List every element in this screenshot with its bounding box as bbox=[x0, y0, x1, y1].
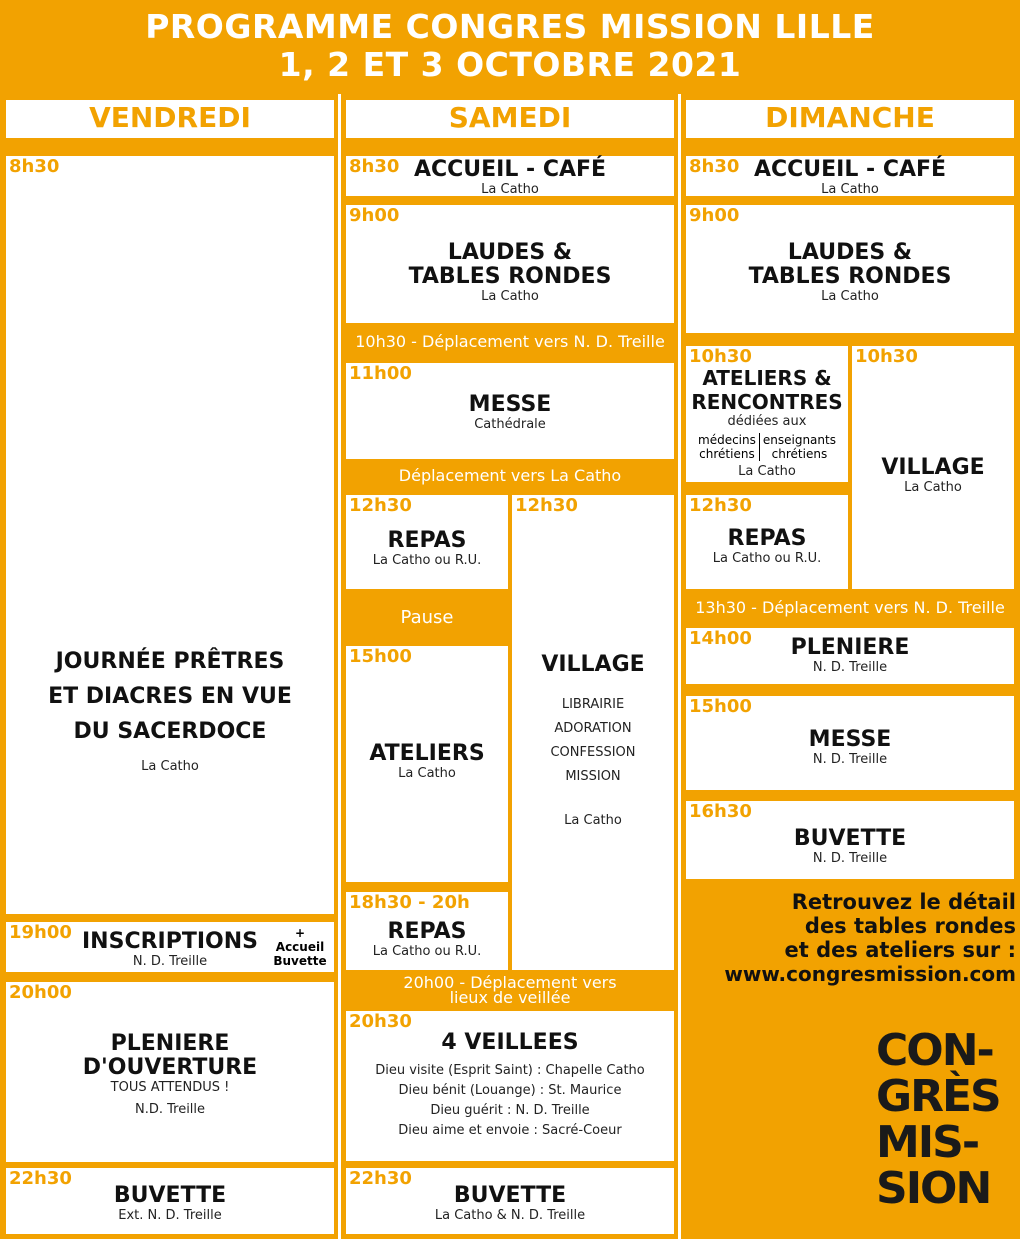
info-line: et des ateliers sur : bbox=[784, 938, 1016, 962]
details-info bbox=[686, 890, 1016, 986]
sunday-transfer-band: 13h30 - Déplacement vers N. D. Treille bbox=[695, 598, 1005, 617]
band-line: lieux de veillée bbox=[449, 988, 571, 1007]
block-title: ACCUEIL - CAFÉ bbox=[413, 157, 607, 182]
logo-line: CON- bbox=[876, 1025, 993, 1076]
village-item: ADORATION bbox=[554, 721, 632, 736]
extra-line: + bbox=[294, 926, 306, 940]
block-location: N. D. Treille bbox=[132, 954, 208, 969]
registration-extra bbox=[270, 926, 330, 968]
block-location: La Catho bbox=[564, 813, 622, 828]
block-title: REPAS bbox=[387, 528, 467, 553]
block-subtitle: dédiées aux bbox=[727, 414, 807, 429]
info-line: des tables rondes bbox=[804, 914, 1016, 938]
audience-line: chrétiens bbox=[771, 447, 828, 461]
time-label: 12h30 bbox=[349, 495, 412, 516]
saturday-transfer-band: Déplacement vers La Catho bbox=[398, 466, 622, 485]
block-location: N.D. Treille bbox=[134, 1102, 206, 1117]
block-title: ACCUEIL - CAFÉ bbox=[753, 157, 947, 182]
audience-line: chrétiens bbox=[699, 447, 755, 461]
column-divider bbox=[678, 94, 681, 1239]
block-content bbox=[346, 1031, 674, 1141]
block-location: La Catho ou R.U. bbox=[372, 553, 482, 568]
time-label: 20h00 bbox=[9, 982, 72, 1003]
vigil-item: Dieu bénit (Louange) : St. Maurice bbox=[398, 1083, 622, 1098]
audience-left bbox=[695, 433, 760, 461]
sunday-mass-block bbox=[686, 696, 1014, 790]
column-divider bbox=[338, 94, 341, 1239]
block-location: La Catho bbox=[481, 182, 539, 197]
block-content bbox=[852, 456, 1014, 496]
block-content bbox=[686, 527, 848, 567]
block-content bbox=[6, 644, 334, 775]
block-location: La Catho bbox=[738, 464, 796, 479]
time-label: 15h00 bbox=[689, 696, 752, 717]
sunday-buvette-block bbox=[686, 801, 1014, 879]
friday-registration-block bbox=[6, 922, 334, 972]
sunday-lunch-block bbox=[686, 495, 848, 589]
logo-line: MIS- bbox=[876, 1117, 979, 1168]
block-location: Cathédrale bbox=[474, 417, 546, 432]
saturday-welcome-block bbox=[346, 156, 674, 196]
block-location: N. D. Treille bbox=[812, 660, 888, 675]
block-content bbox=[346, 920, 508, 960]
block-content bbox=[80, 930, 260, 970]
logo-line: GRÈS bbox=[876, 1071, 1000, 1122]
block-content bbox=[686, 636, 1014, 676]
block-title: VILLAGE bbox=[881, 455, 985, 480]
logo-line: SION bbox=[876, 1163, 991, 1214]
time-label: 10h30 bbox=[689, 346, 752, 367]
block-location: La Catho bbox=[904, 480, 962, 495]
vigil-item: Dieu visite (Esprit Saint) : Chapelle Catho bbox=[375, 1063, 645, 1078]
sunday-welcome-block bbox=[686, 156, 1014, 196]
time-label: 8h30 bbox=[349, 156, 400, 177]
block-content bbox=[6, 1032, 334, 1118]
time-label: 11h00 bbox=[349, 363, 412, 384]
block-location: La Catho bbox=[141, 759, 199, 774]
saturday-mass-block bbox=[346, 363, 674, 459]
title-line-2: 1, 2 ET 3 OCTOBRE 2021 bbox=[278, 45, 742, 84]
congres-mission-logo bbox=[876, 1025, 1016, 1214]
time-label: 8h30 bbox=[9, 156, 60, 177]
sunday-plenary-block bbox=[686, 628, 1014, 684]
block-content bbox=[346, 158, 674, 198]
time-label: 14h00 bbox=[689, 628, 752, 649]
block-title: REPAS bbox=[727, 526, 807, 551]
block-title-line: TABLES RONDES bbox=[748, 264, 952, 289]
block-location: N. D. Treille bbox=[812, 752, 888, 767]
block-title-line: PLENIERE bbox=[110, 1031, 230, 1056]
time-label: 12h30 bbox=[689, 495, 752, 516]
time-label: 9h00 bbox=[349, 205, 400, 226]
block-content bbox=[686, 728, 1014, 768]
block-title: BUVETTE bbox=[113, 1183, 227, 1208]
audience-split bbox=[686, 433, 848, 461]
saturday-laudes-block bbox=[346, 205, 674, 323]
sunday-workshops-meetings-block bbox=[686, 346, 848, 482]
block-title: ATELIERS bbox=[369, 741, 485, 766]
block-content bbox=[6, 1184, 334, 1224]
saturday-dinner-block bbox=[346, 892, 508, 970]
time-label: 19h00 bbox=[9, 922, 72, 943]
block-content bbox=[346, 241, 674, 305]
sunday-village-block bbox=[852, 346, 1014, 589]
audience-right bbox=[760, 433, 839, 461]
block-location: La Catho & N. D. Treille bbox=[434, 1208, 586, 1223]
vigil-item: Dieu guérit : N. D. Treille bbox=[430, 1103, 590, 1118]
village-item: MISSION bbox=[565, 769, 621, 784]
time-label: 9h00 bbox=[689, 205, 740, 226]
saturday-transfer-band: 10h30 - Déplacement vers N. D. Treille bbox=[355, 332, 665, 351]
saturday-buvette-block bbox=[346, 1168, 674, 1234]
band-line: 20h00 - Déplacement vers bbox=[403, 973, 617, 992]
block-title-line: DU SACERDOCE bbox=[73, 719, 267, 744]
block-title: 4 VEILLEES bbox=[441, 1030, 579, 1055]
time-label: 22h30 bbox=[9, 1168, 72, 1189]
block-location: La Catho ou R.U. bbox=[372, 944, 482, 959]
block-content bbox=[346, 742, 508, 782]
block-title: PLENIERE bbox=[790, 635, 910, 660]
block-content bbox=[686, 366, 848, 480]
friday-opening-plenary-block bbox=[6, 982, 334, 1162]
block-location: La Catho bbox=[821, 289, 879, 304]
saturday-evening-transfer-band bbox=[346, 975, 674, 1007]
saturday-workshops-block bbox=[346, 646, 508, 882]
friday-buvette-block bbox=[6, 1168, 334, 1234]
block-location: La Catho bbox=[398, 766, 456, 781]
block-subtitle: TOUS ATTENDUS ! bbox=[110, 1080, 230, 1095]
time-label: 8h30 bbox=[689, 156, 740, 177]
village-item: LIBRAIRIE bbox=[561, 697, 625, 712]
block-location: Ext. N. D. Treille bbox=[118, 1208, 222, 1223]
saturday-pause-band: Pause bbox=[400, 607, 454, 628]
block-title: BUVETTE bbox=[793, 826, 907, 851]
block-title: INSCRIPTIONS bbox=[82, 929, 258, 954]
block-content bbox=[346, 529, 508, 569]
time-label: 15h00 bbox=[349, 646, 412, 667]
block-content bbox=[686, 158, 1014, 198]
sunday-laudes-block bbox=[686, 205, 1014, 333]
day-header-sunday: DIMANCHE bbox=[686, 100, 1014, 138]
time-label: 22h30 bbox=[349, 1168, 412, 1189]
village-item: CONFESSION bbox=[550, 745, 636, 760]
website-link[interactable]: www.congresmission.com bbox=[724, 962, 1016, 986]
block-location: La Catho bbox=[481, 289, 539, 304]
block-location: La Catho ou R.U. bbox=[712, 551, 822, 566]
block-title-line: D'OUVERTURE bbox=[82, 1055, 258, 1080]
block-title-line: RENCONTRES bbox=[691, 390, 843, 414]
block-title-line: ET DIACRES EN VUE bbox=[48, 684, 292, 709]
time-label: 12h30 bbox=[515, 495, 578, 516]
audience-line: médecins bbox=[698, 433, 756, 447]
block-location: N. D. Treille bbox=[812, 851, 888, 866]
block-title: BUVETTE bbox=[453, 1183, 567, 1208]
block-content bbox=[686, 827, 1014, 867]
block-content bbox=[512, 653, 674, 829]
block-title: REPAS bbox=[387, 919, 467, 944]
day-header-saturday: SAMEDI bbox=[346, 100, 674, 138]
block-location: La Catho bbox=[821, 182, 879, 197]
audience-line: enseignants bbox=[762, 433, 836, 447]
time-label: 20h30 bbox=[349, 1011, 412, 1032]
time-label: 10h30 bbox=[855, 346, 918, 367]
friday-priests-day-block bbox=[6, 156, 334, 914]
block-title: MESSE bbox=[468, 392, 552, 417]
block-title-line: LAUDES & bbox=[787, 240, 913, 265]
block-title-line: ATELIERS & bbox=[702, 366, 832, 390]
block-title: VILLAGE bbox=[541, 652, 645, 677]
extra-line: Accueil bbox=[275, 940, 325, 954]
info-line: Retrouvez le détail bbox=[791, 890, 1016, 914]
time-label: 16h30 bbox=[689, 801, 752, 822]
block-content bbox=[686, 241, 1014, 305]
saturday-village-block bbox=[512, 495, 674, 970]
saturday-lunch-block bbox=[346, 495, 508, 589]
block-title: MESSE bbox=[808, 727, 892, 752]
title-line-1: PROGRAMME CONGRES MISSION LILLE bbox=[145, 7, 875, 46]
block-title-line: LAUDES & bbox=[447, 240, 573, 265]
saturday-vigils-block bbox=[346, 1011, 674, 1161]
block-content bbox=[346, 1184, 674, 1224]
day-header-friday: VENDREDI bbox=[6, 100, 334, 138]
time-label: 18h30 - 20h bbox=[349, 892, 470, 913]
block-content bbox=[346, 393, 674, 433]
extra-line: Buvette bbox=[273, 954, 327, 968]
block-title-line: JOURNÉE PRÊTRES bbox=[55, 649, 285, 674]
page-title bbox=[0, 8, 1020, 84]
vigil-item: Dieu aime et envoie : Sacré-Coeur bbox=[398, 1123, 622, 1138]
block-title-line: TABLES RONDES bbox=[408, 264, 612, 289]
